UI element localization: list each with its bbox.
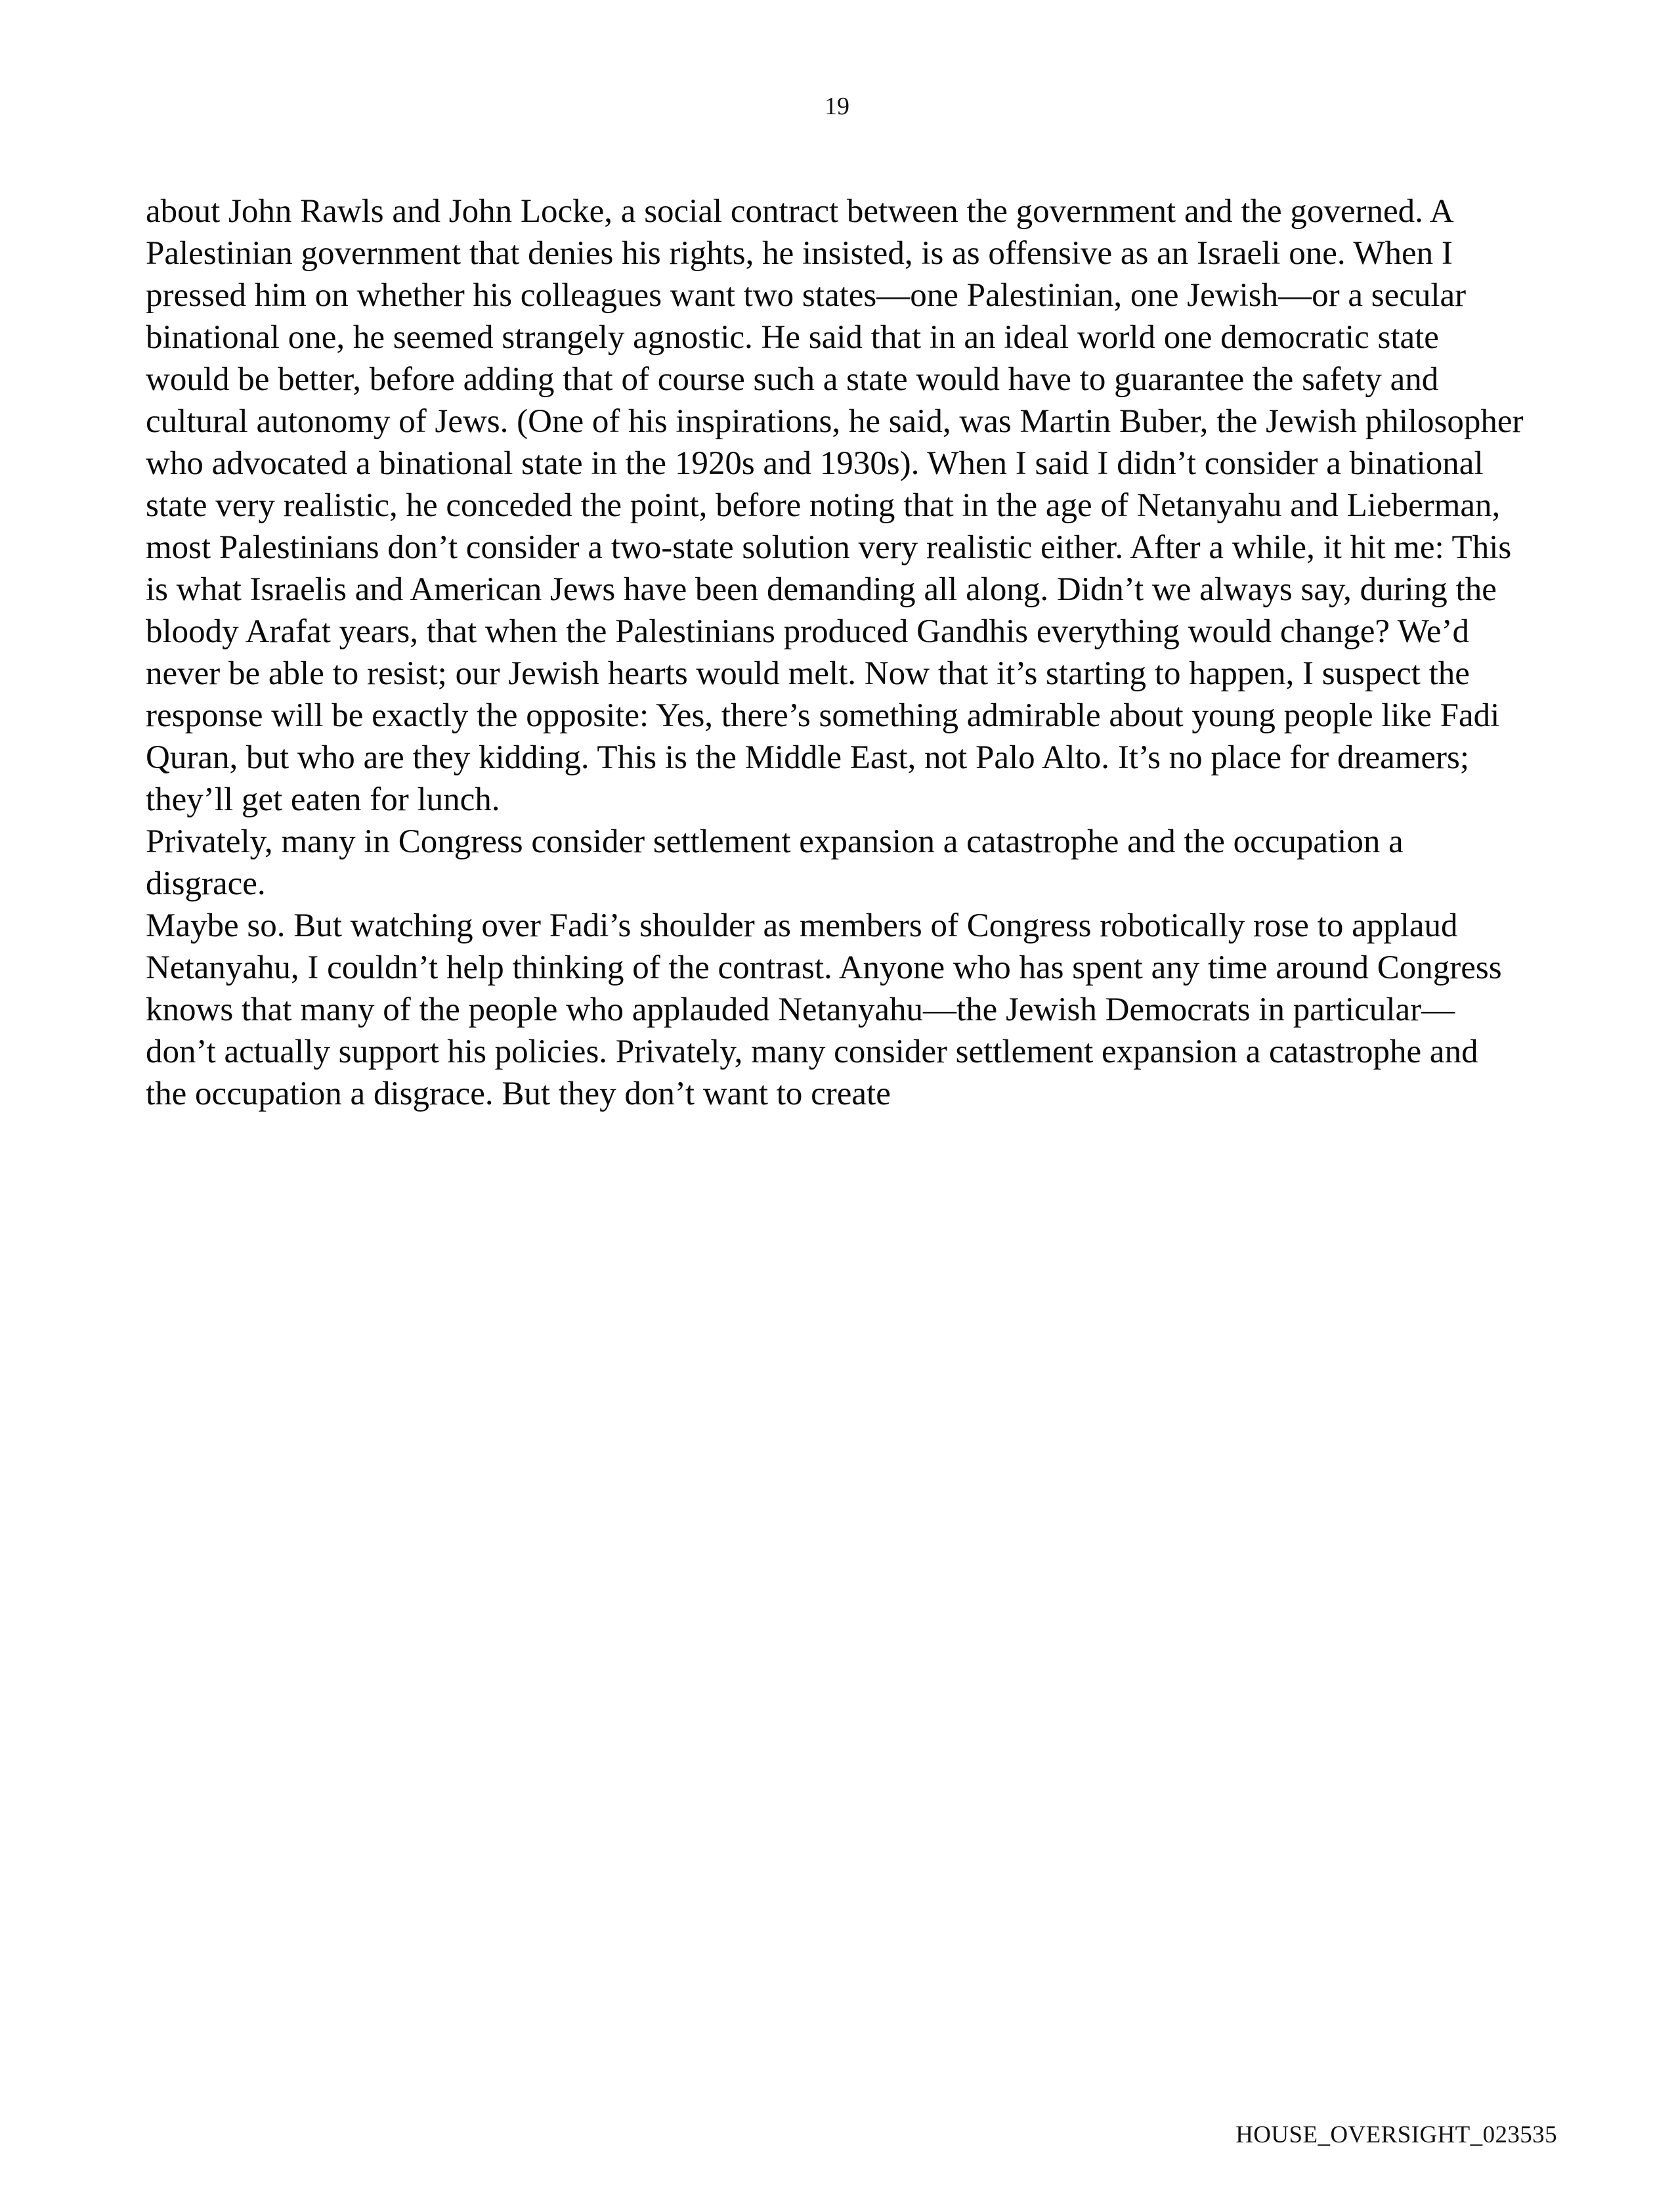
paragraph: Maybe so. But watching over Fadi’s shoulder as members of Congress robotically rose to applaud Netanyahu, I couldn’t help thinking of the contrast. Anyone who has spent any time around Congress knows that many of the people who applauded Netanyahu—the Jewish Democrats in particular—don’t actually support his policies. Privately, many consider settlement expansion a catastrophe and the occupation a disgrace. But they don’t want to create (146, 907, 1502, 1112)
bates-stamp: HOUSE_OVERSIGHT_023535 (1235, 2121, 1557, 2148)
page-body-text (146, 190, 1524, 1115)
paragraph: about John Rawls and John Locke, a social contract between the government and the governed. A Palestinian government that denies his rights, he insisted, is as offensive as an Israeli one. When I pressed him on whether his colleagues want two states—one Palestinian, one Jewish—or a secular binational one, he seemed strangely agnostic. He said that in an ideal world one democratic state would be better, before adding that of course such a state would have to guarantee the safety and cultural autonomy of Jews. (One of his inspirations, he said, was Martin Buber, the Jewish philosopher who advocated a binational state in the 1920s and 1930s). When I said I didn’t consider a binational state very realistic, he conceded the point, before noting that in the age of Netanyahu and Lieberman, most Palestinians don’t consider a two-state solution very realistic either. After a while, it hit me: This is what Israelis and American Jews have been demanding all along. Didn’t we always say, during the bloody Arafat years, that when the Palestinians produced Gandhis everything would change? We’d never be able to resist; our Jewish hearts would melt. Now that it’s starting to happen, I suspect the response will be exactly the opposite: Yes, there’s something admirable about young people like Fadi Quran, but who are they kidding. This is the Middle East, not Palo Alto. It’s no place for dreamers; they’ll get eaten for lunch. (146, 193, 1524, 818)
page-number: 19 (825, 93, 849, 120)
paragraph: Privately, many in Congress consider settlement expansion a catastrophe and the occupation a disgrace. (146, 823, 1404, 902)
